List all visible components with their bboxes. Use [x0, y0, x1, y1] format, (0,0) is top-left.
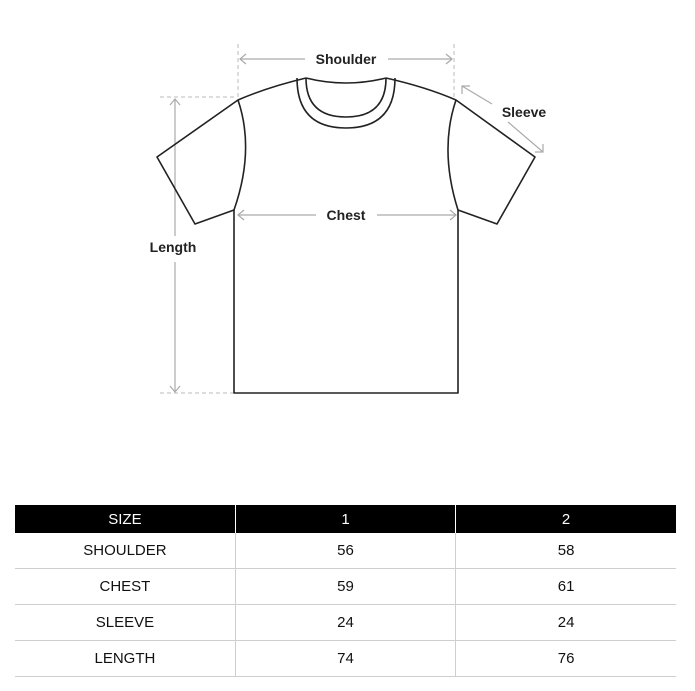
table-cell: 58 — [456, 533, 676, 569]
row-label: CHEST — [15, 569, 235, 605]
row-label: SLEEVE — [15, 605, 235, 641]
table-cell: 61 — [456, 569, 676, 605]
shirt-outline — [157, 78, 535, 393]
size-chart-table — [15, 505, 676, 677]
chest-label: Chest — [326, 207, 366, 223]
table-cell: 56 — [235, 533, 455, 569]
dimension-lines — [170, 54, 543, 392]
table-row — [15, 533, 676, 569]
table-cell: 74 — [235, 641, 455, 677]
header-size-2: 2 — [456, 505, 676, 533]
table-row — [15, 605, 676, 641]
row-label: LENGTH — [15, 641, 235, 677]
table-cell: 24 — [456, 605, 676, 641]
table-cell: 24 — [235, 605, 455, 641]
header-size-1: 1 — [235, 505, 455, 533]
length-label: Length — [149, 239, 197, 255]
header-size: SIZE — [15, 505, 235, 533]
guide-lines — [160, 44, 454, 393]
row-label: SHOULDER — [15, 533, 235, 569]
sleeve-label: Sleeve — [501, 104, 547, 120]
table-row — [15, 641, 676, 677]
shoulder-label: Shoulder — [315, 51, 377, 67]
table-cell: 59 — [235, 569, 455, 605]
table-cell: 76 — [456, 641, 676, 677]
table-row — [15, 569, 676, 605]
table-header-row — [15, 505, 676, 533]
